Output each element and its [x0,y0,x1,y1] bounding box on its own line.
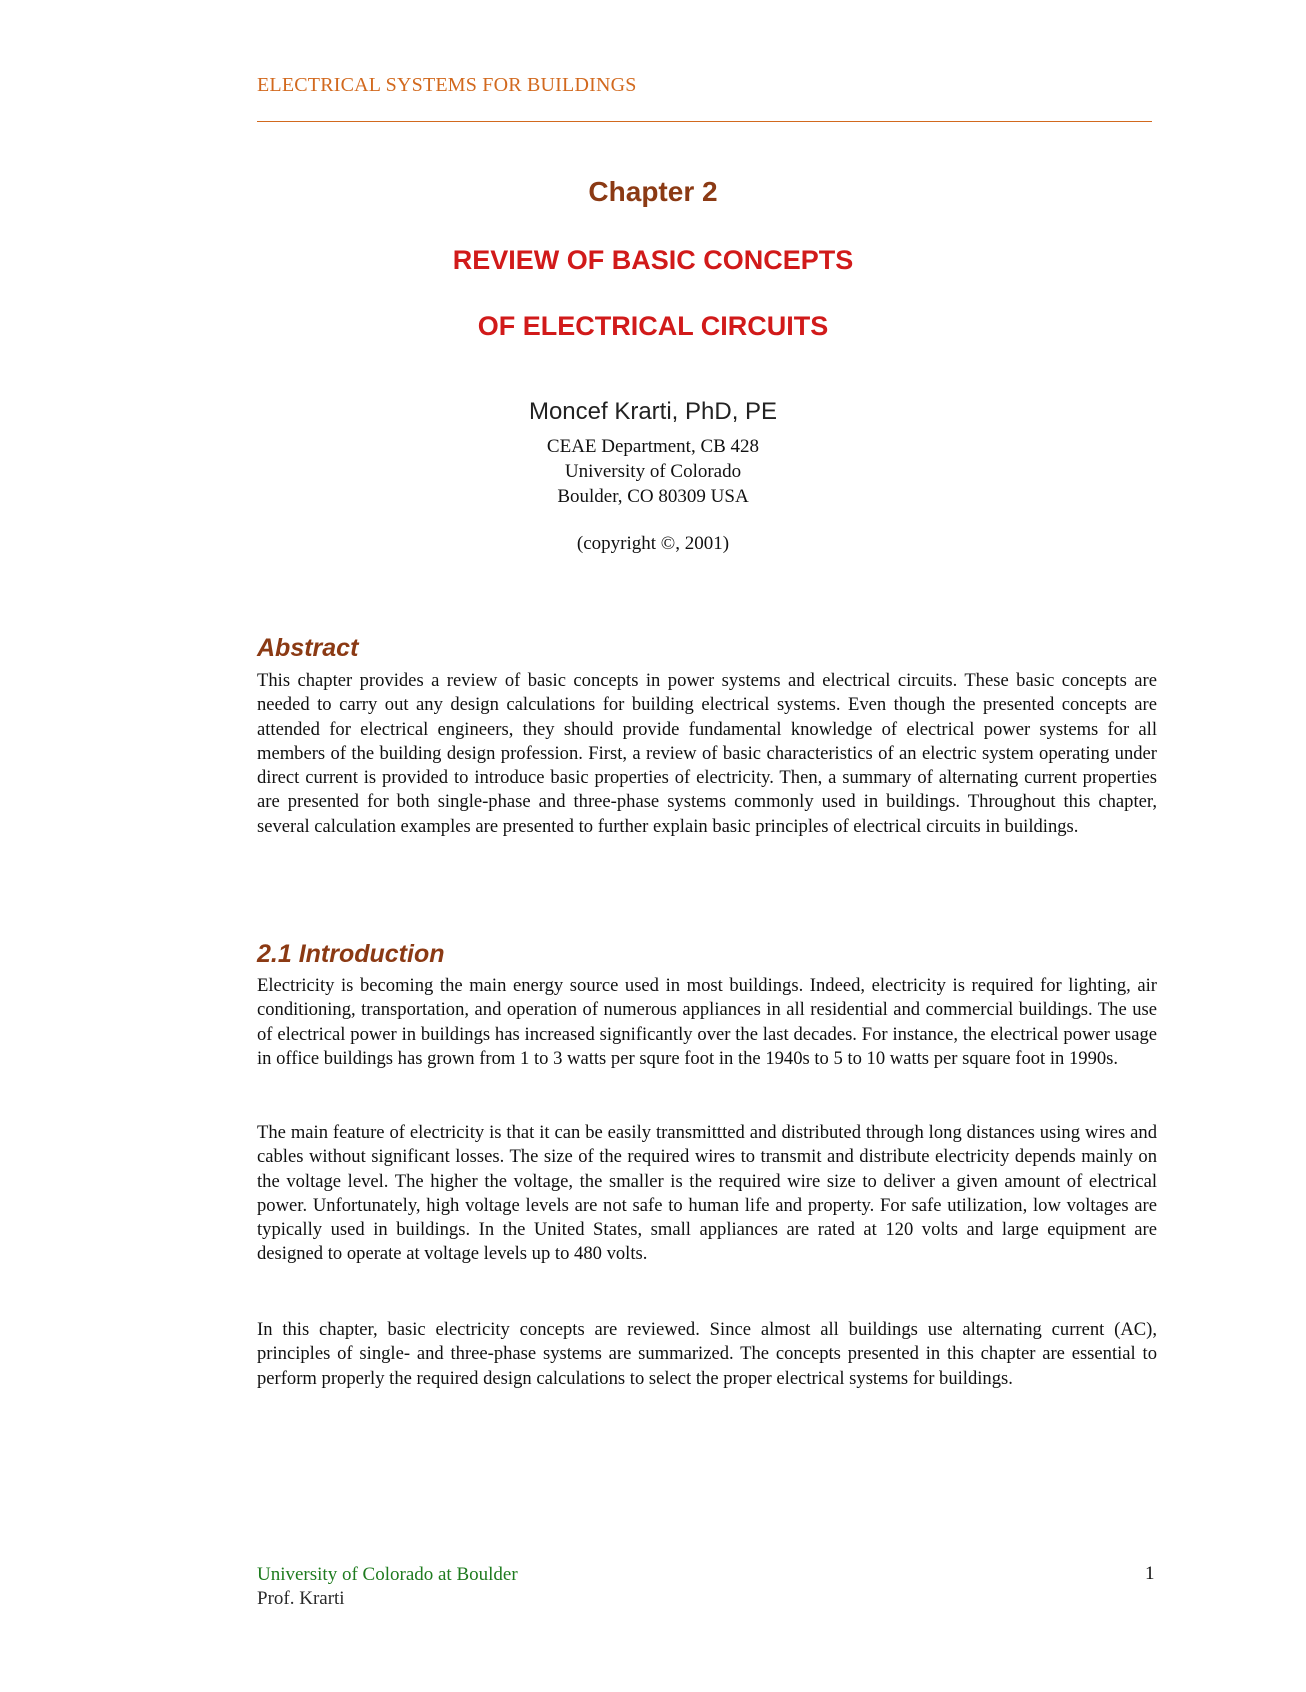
running-header: ELECTRICAL SYSTEMS FOR BUILDINGS [257,74,637,96]
introduction-paragraph-1: Electricity is becoming the main energy source used in most buildings. Indeed, electricity is required for lighting, air conditioning, transportation, and operation of numerous appliances in all residential and commercial buildings. The use of electrical power in buildings has increased significantly over the last decades. For instance, the electrical power usage in office buildings has grown from 1 to 3 watts per squre foot in the 1940s to 5 to 10 watts per square foot in 1990s. [257,975,1157,1069]
affiliation-address: Boulder, CO 80309 USA [557,486,749,507]
abstract-heading: Abstract [257,634,359,662]
chapter-title-line-1: REVIEW OF BASIC CONCEPTS [452,245,854,275]
author-name: Moncef Krarti, PhD, PE [528,398,778,425]
affiliation-university: University of Colorado [564,461,742,482]
copyright-notice: (copyright ©, 2001) [576,533,730,554]
page-footer [257,1563,518,1611]
introduction-heading: 2.1 Introduction [257,940,445,968]
affiliation-department: CEAE Department, CB 428 [546,436,760,457]
introduction-paragraph-2: The main feature of electricity is that it can be easily transmittted and distributed through long distances using wires and cables without significant losses. The size of the required wires to transmit and distribute electricity depends mainly on the voltage level. The higher the voltage, the smaller is the required wire size to deliver a given amount of electrical power. Unfortunately, high voltage levels are not safe to human life and property. For safe utilization, low voltages are typically used in buildings. In the United States, small appliances are rated at 120 volts and large equipment are designed to operate at voltage levels up to 480 volts. [257,1122,1157,1265]
introduction-paragraph-3: In this chapter, basic electricity concepts are reviewed. Since almost all buildings use alternating current (AC), principles of single- and three-phase systems are summarized. The concepts presented in this chapter are essential to perform properly the required design calculations to select the proper electrical systems for buildings. [257,1319,1157,1389]
abstract-paragraph: This chapter provides a review of basic concepts in power systems and electrical circuits. These basic concepts are needed to carry out any design calculations for building electrical systems. Even though the presented concepts are attended for electrical engineers, they should provide fundamental knowledge of electrical power systems for all members of the building design profession. First, a review of basic characteristics of an electric system operating under direct current is provided to introduce basic properties of electricity. Then, a summary of alternating current properties are presented for both single-phase and three-phase systems commonly used in buildings. Throughout this chapter, several calculation examples are presented to further explain basic principles of electrical circuits in buildings. [257,670,1157,837]
page-number: 1 [1145,1563,1155,1584]
header-rule [257,121,1152,122]
footer-institution: University of Colorado at Boulder [257,1564,518,1585]
chapter-title-line-2: OF ELECTRICAL CIRCUITS [477,311,829,341]
chapter-label: Chapter 2 [588,176,718,207]
footer-author: Prof. Krarti [257,1588,345,1609]
